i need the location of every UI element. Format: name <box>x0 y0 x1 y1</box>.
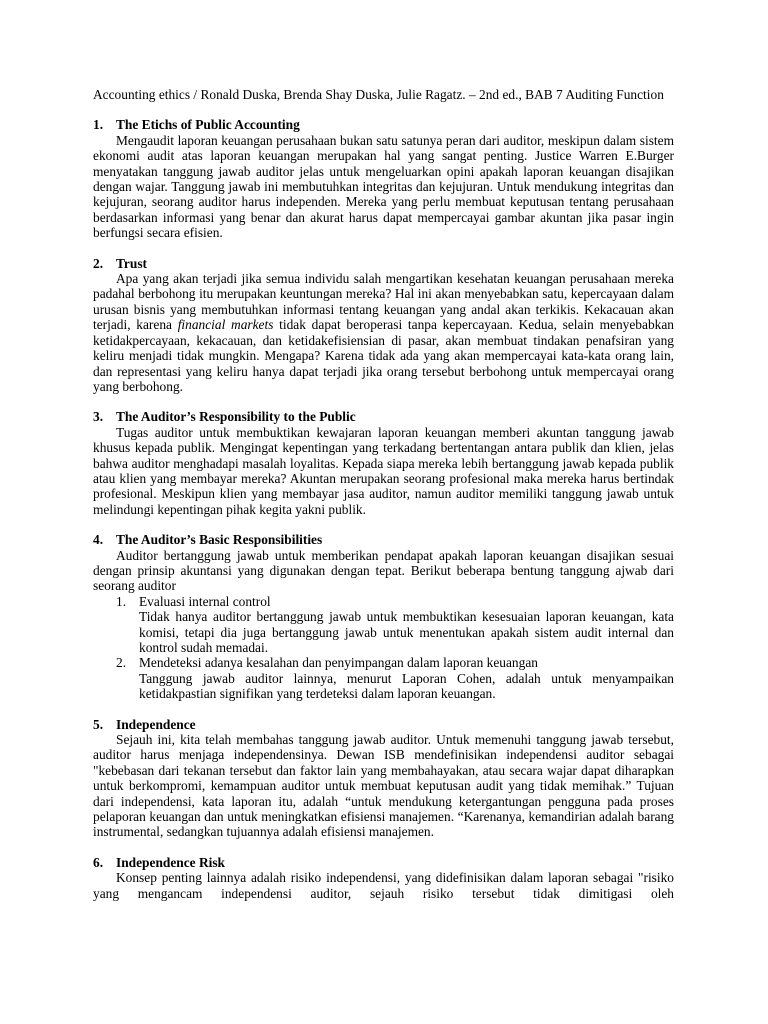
list-item-body: Tidak hanya auditor bertanggung jawab untuk membuktikan kesesuaian laporan keuangan, kata komisi, tetapi dia juga bertanggung jawab untuk menentukan apakah sistem audit internal dan kontrol sudah memadai. <box>139 609 674 655</box>
section-trust <box>93 256 674 395</box>
section-heading <box>93 256 674 271</box>
paragraph-text: tidak dapat beroperasi tanpa kepercayaan. Kedua, selain menyebabkan ketidakpercayaan, kekacauan, dan ketidakefisiensian di pasar, akan membuat tindakan penafsiran yang keliru menjadi tidak mungkin. Mengapa? Karena tidak ada yang akan mempercayai kata-kata orang lain, dan representasi yang keliru hanya dapat terjadi jika orang tersebut berbohong untuk mempercayai orang yang berbohong. <box>93 317 674 394</box>
section-title: The Auditor’s Basic Responsibilities <box>116 532 323 548</box>
sub-list <box>93 594 674 702</box>
section-title: Trust <box>116 255 147 271</box>
paragraph-italic-text: financial markets <box>177 317 274 333</box>
section-title: Independence <box>116 716 196 732</box>
section-number: 2. <box>93 255 104 271</box>
section-number: 4. <box>93 532 104 548</box>
section-heading <box>93 409 674 424</box>
section-number: 1. <box>93 117 104 133</box>
section-paragraph: Mengaudit laporan keuangan perusahaan bukan satu satunya peran dari auditor, meskipun dalam sistem ekonomi audit atas laporan keuangan merupakan hal yang sangat penting. Justice Warren E.Burger menyatakan tanggung jawab auditor jelas untuk mengeluarkan opini apakah laporan keuangan disajikan dengan wajar. Tanggung jawab ini membutuhkan integritas dan kejujuran. Untuk mendukung integritas dan kejujuran, seorang auditor harus independen. Mereka yang perlu membuat keputusan tentang perusahaan berdasarkan informasi yang benar dan akurat harus dapat mempercayai gambar akuntan jika pasar ingin berfungsi secara efisien. <box>93 132 674 241</box>
section-heading <box>93 717 674 732</box>
section-independence-risk <box>93 855 674 901</box>
section-number: 3. <box>93 409 104 425</box>
section-title: The Auditor’s Responsibility to the Public <box>116 409 356 425</box>
list-item-title <box>116 594 674 609</box>
section-title: The Etichs of Public Accounting <box>116 117 300 133</box>
section-number: 5. <box>93 716 104 732</box>
section-number: 6. <box>93 854 104 870</box>
list-item <box>93 594 674 656</box>
section-ethics <box>93 117 674 240</box>
section-heading <box>93 532 674 547</box>
list-item-body: Tanggung jawab auditor lainnya, menurut Laporan Cohen, adalah untuk menyampaikan ketidakpastian signifikan yang terdeteksi dalam laporan keuangan. <box>139 670 674 702</box>
list-item-title <box>116 655 674 670</box>
document-content <box>93 87 674 901</box>
list-item-heading: Evaluasi internal control <box>139 593 271 609</box>
section-paragraph: Sejauh ini, kita telah membahas tanggung jawab auditor. Untuk memenuhi tanggung jawab tersebut, auditor harus menjaga independensinya. Dewan ISB mendefinisikan independensi auditor sebagai "kebebasan dari tekanan tersebut dan faktor lain yang membahayakan, atau secara wajar dapat diharapkan untuk berkompromi, kemampuan auditor untuk membuat keputusan audit yang tidak memihak.” Tujuan dari independensi, kata laporan itu, adalah “untuk mendukung ketergantungan pengguna pada proses pelaporan keuangan dan untuk meningkatkan efisiensi manajemen. “Karenanya, kemandirian adalah barang instrumental, sedangkan tujuannya adalah efisiensi manajemen. <box>93 732 674 840</box>
section-heading <box>93 855 674 870</box>
paragraph-text: Apa yang akan terjadi jika semua individu salah mengartikan kesehatan keuangan perusahaan mereka padahal berbohong itu merupakan keuntungan mereka? Hal ini akan menyebabkan satu, kepercayaan dalam urusan bisnis yang membutuhkan informasi tentang keuangan yang andal akan terkikis. Kekacauan akan terjadi, karena <box>93 271 674 333</box>
section-paragraph: Auditor bertanggung jawab untuk memberikan pendapat apakah laporan keuangan disajikan sesuai dengan prinsip akuntansi yang digunakan dengan tepat. Berikut beberapa bentung tanggung ajwab dari seorang auditor <box>93 547 674 594</box>
section-heading <box>93 117 674 132</box>
section-independence <box>93 717 674 840</box>
section-paragraph <box>93 271 674 394</box>
list-item-number: 2. <box>116 655 127 671</box>
document-header: Accounting ethics / Ronald Duska, Brenda Shay Duska, Julie Ragatz. – 2nd ed., BAB 7 Auditing Function <box>93 87 664 102</box>
list-item-heading: Mendeteksi adanya kesalahan dan penyimpangan dalam laporan keuangan <box>139 655 538 671</box>
section-paragraph: Tugas auditor untuk membuktikan kewajaran laporan keuangan memberi akuntan tanggung jawab khusus kepada publik. Mengingat kepentingan yang terkadang bertentangan antara publik dan klien, jelas bahwa auditor menghadapi masalah loyalitas. Kepada siapa mereka lebih bertanggung jawab kepada publik atau klien yang membayar mereka? Akuntan merupakan seorang profesional maka mereka harus bertindak profesional. Meskipun klien yang membayar jasa auditor, namun auditor memiliki tanggung jawab untuk melindungi kepentingan pihak kegita yakni publik. <box>93 424 674 517</box>
list-item-number: 1. <box>116 593 127 609</box>
section-title: Independence Risk <box>116 854 226 870</box>
section-basic-responsibilities <box>93 532 674 701</box>
list-item <box>93 655 674 701</box>
section-paragraph: Konsep penting lainnya adalah risiko independensi, yang didefinisikan dalam laporan sebagai "risiko yang mengancam independensi auditor, sejauh risiko tersebut tidak dimitigasi oleh <box>93 870 674 901</box>
section-responsibility-public <box>93 409 674 517</box>
